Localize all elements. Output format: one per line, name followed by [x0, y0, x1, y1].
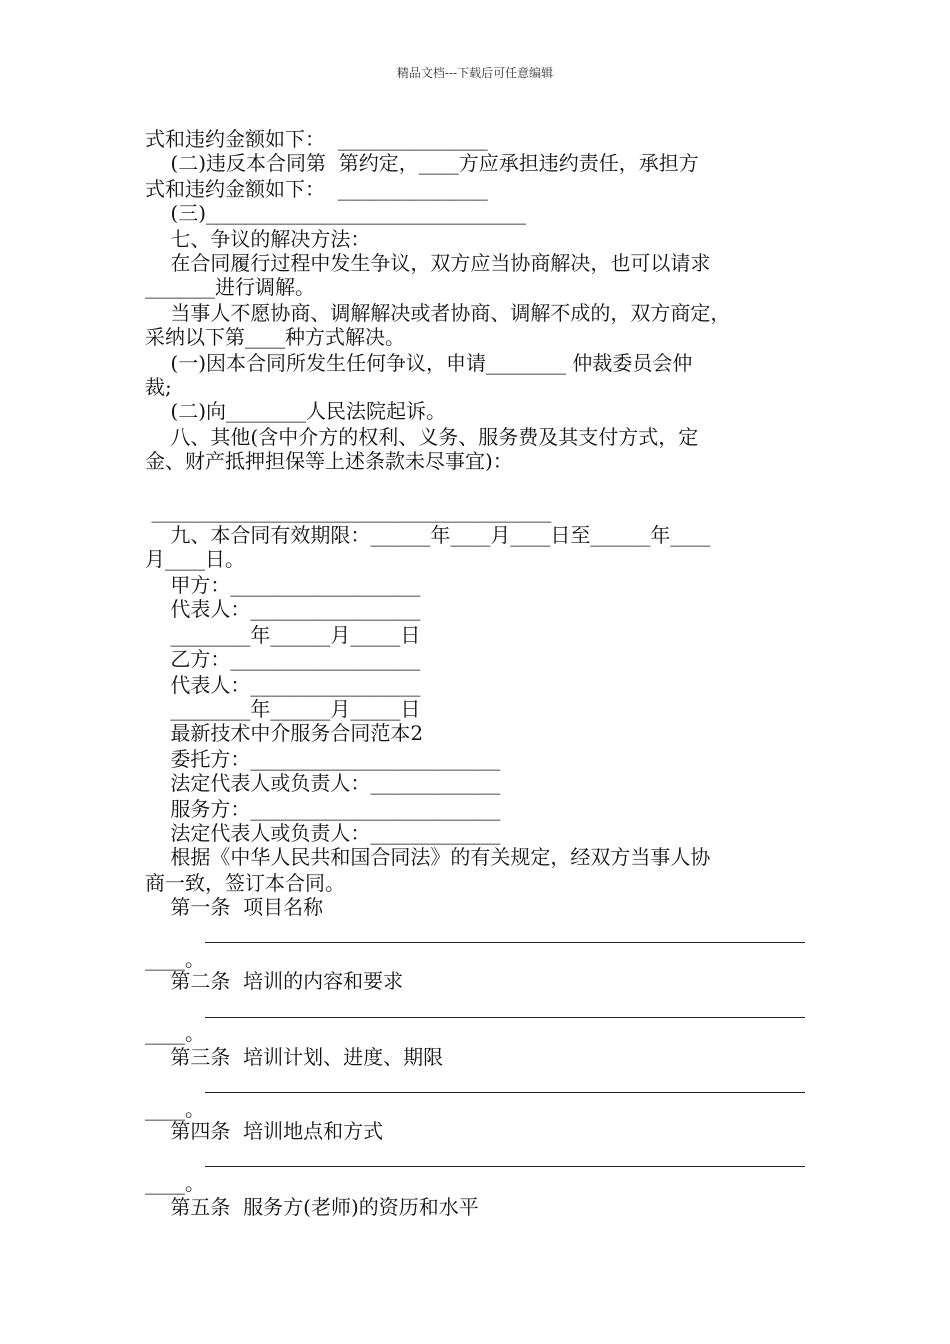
text-line: ____。 — [145, 1097, 205, 1121]
text-line: 第二条 培训的内容和要求 — [145, 969, 404, 993]
text-line: 代表人：_________________ — [145, 673, 421, 697]
text-line: 法定代表人或负责人：_____________ — [145, 821, 501, 845]
text-line: 委托方：_________________________ — [145, 747, 501, 771]
text-line: 九、本合同有效期限：______年____月____日至______年____ — [145, 523, 711, 547]
text-line: 法定代表人或负责人：_____________ — [145, 771, 501, 795]
text-line: _______进行调解。 — [145, 275, 315, 299]
fill-in-line — [205, 1017, 805, 1018]
text-line: 月____日。 — [145, 547, 245, 571]
text-line: 最新技术中介服务合同范本2 — [145, 721, 424, 745]
text-line: ____。 — [145, 1021, 205, 1045]
text-line: ________________________________________ — [145, 499, 552, 523]
text-line: 式和违约金额如下： _______________ — [145, 177, 488, 201]
text-line: ________年______月_____日 — [145, 623, 421, 647]
text-line: (一)因本合同所发生任何争议，申请________ 仲裁委员会仲 — [145, 351, 693, 375]
text-line: (二)向________人民法院起诉。 — [145, 399, 447, 423]
text-line: 甲方：___________________ — [145, 573, 421, 597]
text-line: ____。 — [145, 947, 205, 971]
text-line: 裁; — [145, 375, 172, 399]
text-line: ________年______月_____日 — [145, 697, 421, 721]
text-line: 第三条 培训计划、进度、期限 — [145, 1045, 444, 1069]
text-line: 第一条 项目名称 — [145, 895, 324, 919]
text-line: 第五条 服务方(老师)的资历和水平 — [145, 1195, 479, 1219]
text-line: 七、争议的解决方法： — [145, 227, 371, 251]
text-line: 金、财产抵押担保等上述条款未尽事宜)： — [145, 449, 513, 473]
fill-in-line — [205, 1092, 805, 1093]
fill-in-line — [205, 942, 805, 943]
text-line: 当事人不愿协商、调解解决或者协商、调解不成的，双方商定， — [145, 301, 731, 325]
text-line: (三)________________________________ — [145, 201, 527, 225]
text-line: 根据《中华人民共和国合同法》的有关规定，经双方当事人协 — [145, 845, 711, 869]
text-line: 式和违约金额如下： _______________ — [145, 127, 488, 151]
text-line: 商一致，签订本合同。 — [145, 871, 345, 895]
fill-in-line — [205, 1166, 805, 1167]
text-line: 乙方：___________________ — [145, 647, 421, 671]
text-line: 在合同履行过程中发生争议，双方应当协商解决，也可以请求 — [145, 251, 711, 275]
text-line: (二)违反本合同第 第约定，____方应承担违约责任，承担方 — [145, 151, 699, 175]
text-line: 服务方：_________________________ — [145, 797, 501, 821]
page-header: 精品文档---下载后可任意编辑 — [396, 66, 554, 80]
text-line: 八、其他(含中介方的权利、义务、服务费及其支付方式，定 — [145, 425, 699, 449]
text-line: ____。 — [145, 1171, 205, 1195]
text-line: 采纳以下第____种方式解决。 — [145, 325, 405, 349]
text-line: 第四条 培训地点和方式 — [145, 1119, 384, 1143]
text-line: 代表人：_________________ — [145, 597, 421, 621]
